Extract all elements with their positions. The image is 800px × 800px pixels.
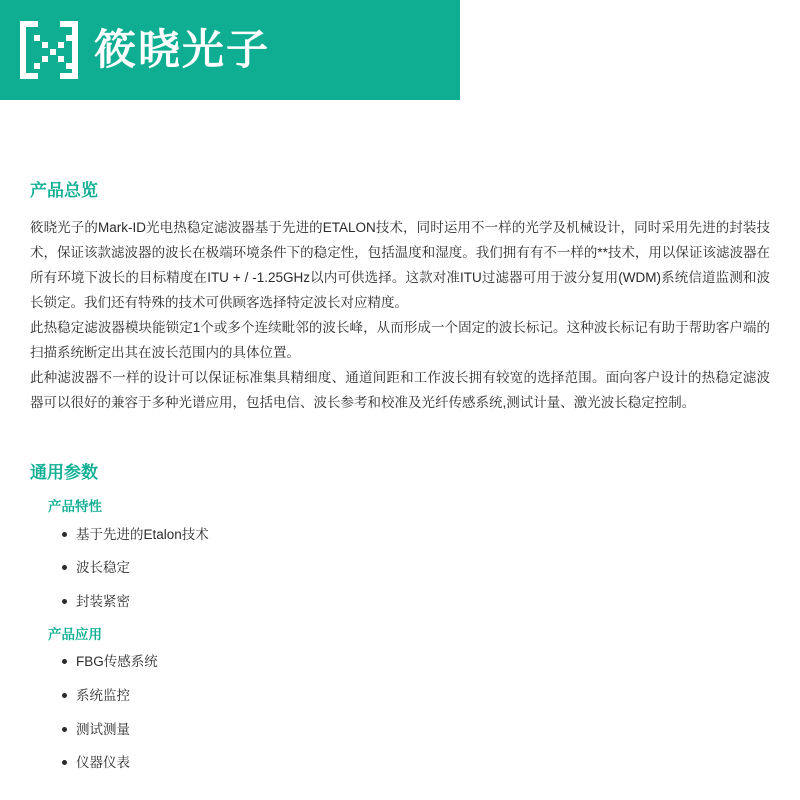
list-item: 仪器仪表: [76, 753, 770, 773]
list-item: 基于先进的Etalon技术: [76, 525, 770, 545]
brand-name: 筱晓光子: [94, 26, 271, 73]
overview-paragraph-3: 此种滤波器不一样的设计可以保证标准集具精细度、通道间距和工作波长拥有较宽的选择范围。面向客户设计的热稳定滤波器可以很好的兼容于多种光谱应用，包括电信、波长参考和校准及光纤传感系统,测试计量、激光波长稳定控制。: [30, 369, 770, 410]
list-item: 系统监控: [76, 686, 770, 706]
features-list: [48, 525, 770, 612]
list-item: 封装紧密: [76, 592, 770, 612]
general-params-heading: 通用参数: [30, 462, 98, 482]
list-item: 测试测量: [76, 720, 770, 740]
brand-header: [0, 0, 460, 100]
document-body: [0, 100, 800, 787]
applications-list: [48, 652, 770, 772]
overview-heading: 产品总览: [30, 181, 98, 200]
overview-paragraph-1: 筱晓光子的Mark-ID光电热稳定滤波器基于先进的ETALON技术，同时运用不一样的光学及机械设计，同时采用先进的封装技术，保证该款滤波器的波长在极端环境条件下的稳定性，包括温度和湿度。我们拥有有不一样的**技术，用以保证该滤波器在所有环境下波长的目标精度在ITU + / -1.25GHz以内可供选择。这款对准ITU过滤器可用于波分复用(WDM)系统信道监测和波长锁定。我们还有特殊的技术可供顾客选择特定波长对应精度。: [30, 220, 770, 310]
list-item: FBG传感系统: [76, 652, 770, 672]
bracket-x-logo-icon: [18, 19, 80, 81]
applications-group-heading: 产品应用: [48, 626, 102, 642]
list-item: 波长稳定: [76, 558, 770, 578]
overview-paragraph-2: 此热稳定滤波器模块能锁定1个或多个连续毗邻的波长峰，从而形成一个固定的波长标记。这种波长标记有助于帮助客户端的扫描系统断定出其在波长范围内的具体位置。: [30, 319, 770, 360]
features-group-heading: 产品特性: [48, 498, 102, 514]
